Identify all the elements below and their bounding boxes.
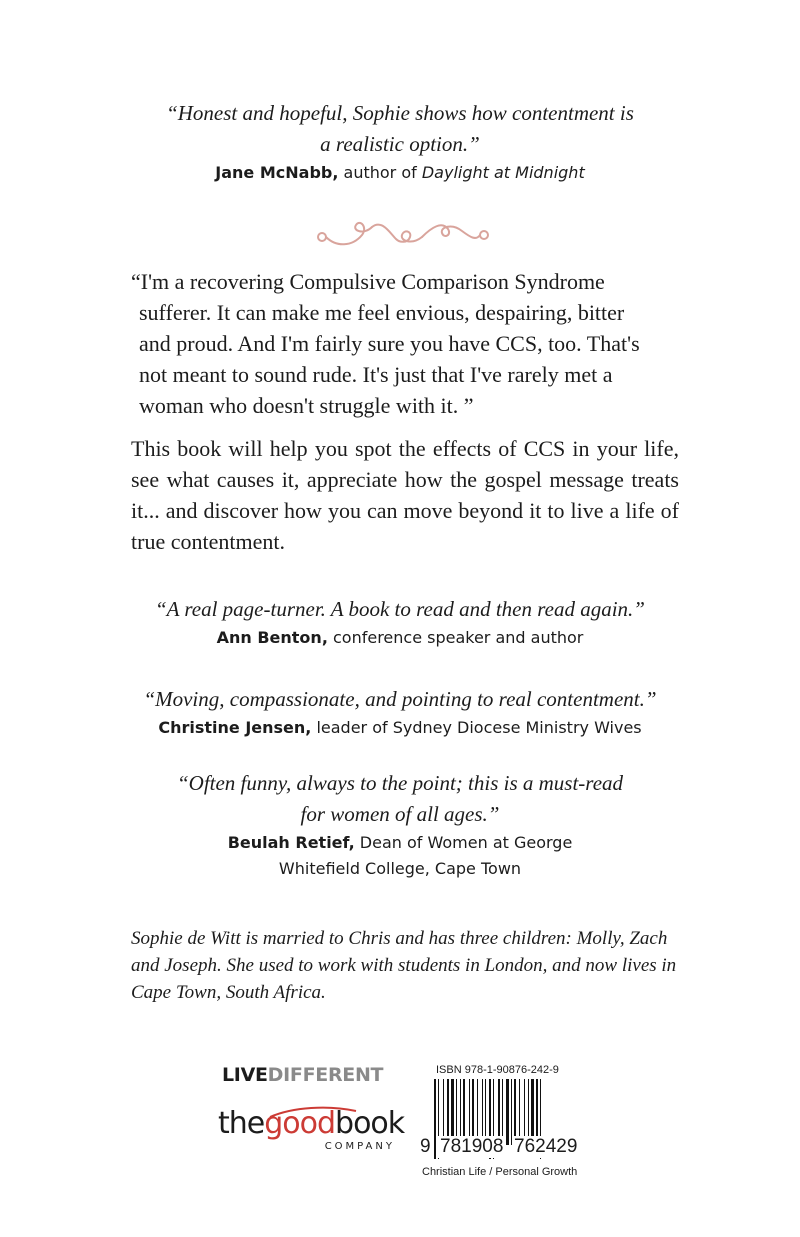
endorser-role-line-2: Whitefield College, Cape Town [278,859,522,878]
main-quote [131,266,679,421]
barcode-digits-last: 762429 [514,1136,578,1157]
main-quote-line: woman who doesn't struggle with it. ” [139,393,474,418]
endorsement-quote: “Often funny, always to the point; this is a must-read [176,771,624,795]
top-quote-line-2: a realistic option.” [320,132,480,156]
endorser-name: Ann Benton, [216,628,328,647]
endorser-role: leader of Sydney Diocese Ministry Wives [316,718,642,737]
main-quote-line: sufferer. It can make me feel envious, despairing, bitter [139,300,625,325]
endorsement-attribution [0,625,800,651]
main-quote-line: not meant to sound rude. It's just that I've rarely met a [139,362,613,387]
barcode-digit-first: 9 [420,1136,431,1157]
main-quote-line: “I'm a recovering Compulsive Comparison Syndrome [131,269,605,294]
publisher-good: good [264,1106,336,1141]
barcode-block [420,1064,590,1178]
endorsement [0,684,800,741]
swirl-ornament-icon [312,213,492,253]
main-quote-line: and proud. And I'm fairly sure you have CCS, too. That's [139,331,640,356]
top-quote-line-1: “Honest and hopeful, Sophie shows how contentment is [166,101,634,125]
endorser-name: Beulah Retief, [227,833,355,852]
book-blurb: This book will help you spot the effects of CCS in your life, see what causes it, appreciate how the gospel message treats it... and discover how you can move beyond it to live a life of true contentment. [131,436,679,554]
publisher-logo [218,1105,403,1152]
endorsement-attribution [0,715,800,741]
top-endorsement [0,98,800,186]
barcode [420,1076,590,1168]
book-category: Christian Life / Personal Growth [422,1166,578,1178]
swoosh-icon [268,1105,358,1119]
publisher-the: the [218,1106,265,1141]
publisher-subtitle: COMPANY [324,1141,395,1152]
barcode-digits-mid: 781908 [440,1136,504,1157]
isbn-text: ISBN 978-1-90876-242-9 [436,1064,559,1076]
endorser-name: Christine Jensen, [158,718,312,737]
endorsement [0,594,800,651]
top-quote-book-title: Daylight at Midnight [421,163,585,182]
barcode-bar [434,1079,436,1159]
publisher-book: book [335,1106,405,1141]
top-quote-author: Jane McNabb, [215,163,339,182]
barcode-bar [506,1079,509,1145]
logo-different: DIFFERENT [267,1064,384,1086]
author-bio: Sophie de Witt is married to Chris and has three children: Molly, Zach and Joseph. She used to work with students in London, and now lives in Cape Town, South Africa. [131,928,677,1003]
endorsement [0,768,800,882]
logo-live: LIVE [222,1064,268,1086]
endorsement-quote: “A real page-turner. A book to read and then read again.” [155,597,645,621]
endorsement-attribution [0,830,800,856]
endorser-role: Dean of Women at George [359,833,573,852]
endorser-role: conference speaker and author [332,628,584,647]
endorsement-quote: for women of all ages.” [300,802,500,826]
top-quote-attribution [0,160,800,186]
top-quote-role: author of [343,163,417,182]
endorsement-quote: “Moving, compassionate, and pointing to real contentment.” [143,687,657,711]
live-different-logo [222,1064,383,1086]
